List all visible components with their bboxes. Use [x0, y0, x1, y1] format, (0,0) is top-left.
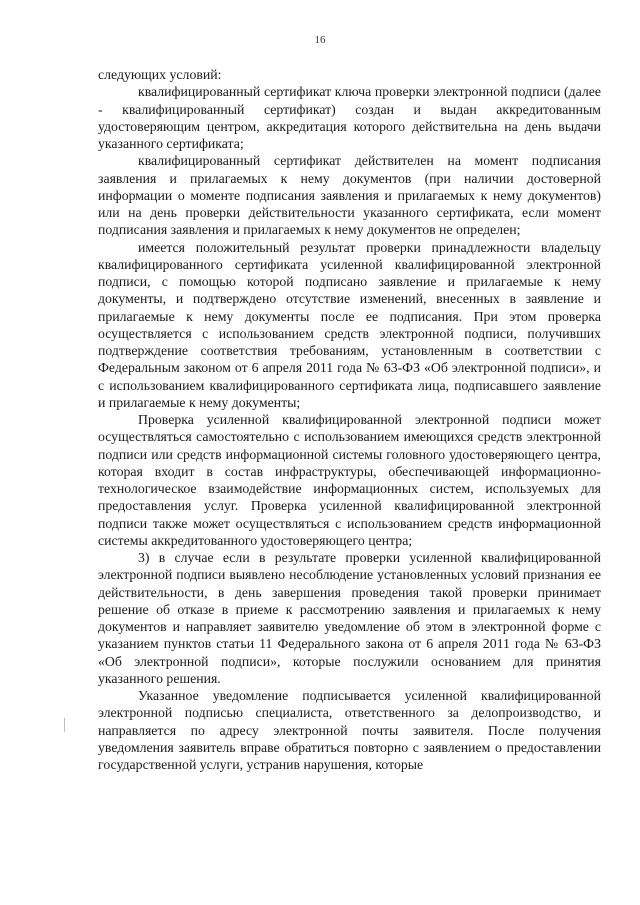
- paragraph: имеется положительный результат проверки принадлежности владельцу квалифицированного сертификата усиленной квалифицированной электронной подписи, с помощью которой подписано заявление и прилагаемые к нему документы, и подтверждено отсутствие изменений, внесенных в заявление и прилагаемые к нему документы после ее подписания. При этом проверка осуществляется с использованием средств электронной подписи, получивших подтверждение соответствия требованиям, установленным в соответствии с Федеральным законом от 6 апреля 2011 года № 63-ФЗ «Об электронной подписи», и с использованием квалифицированного сертификата лица, подписавшего заявление и прилагаемые к нему документы;: [98, 239, 601, 410]
- paragraph: квалифицированный сертификат действителен на момент подписания заявления и прилагаемых к нему документов (при наличии достоверной информации о моменте подписания заявления и прилагаемых к нему документов) или на день проверки действительности указанного сертификата, если момент подписания заявления и прилагаемых к нему документов не определен;: [98, 153, 601, 238]
- document-body: [98, 66, 601, 773]
- paragraph: Проверка усиленной квалифицированной электронной подписи может осуществляться самостоятельно с использованием имеющихся средств электронной подписи или средств информационной системы головного удостоверяющего центра, которая входит в состав инфраструктуры, обеспечивающей информационно-технологическое взаимодействие информационных систем, используемых для предоставления услуг. Проверка усиленной квалифицированной электронной подписи также может осуществляться с использованием средств информационной системы аккредитованного удостоверяющего центра;: [98, 412, 601, 548]
- paragraph: квалифицированный сертификат ключа проверки электронной подписи (далее - квалифицированный сертификат) создан и выдан аккредитованным удостоверяющим центром, аккредитация которого действительна на день выдачи указанного сертификата;: [98, 84, 601, 151]
- scan-edge-mark: [64, 718, 65, 732]
- page-number: 16: [314, 34, 326, 46]
- paragraph: Указанное уведомление подписывается усиленной квалифицированной электронной подписью специалиста, ответственного за делопроизводство, и направляется по адресу электронной почты заявителя. После получения уведомления заявитель вправе обратиться повторно с заявлением о предоставлении государственной услуги, устранив нарушения, которые: [98, 688, 601, 772]
- paragraph: 3) в случае если в результате проверки усиленной квалифицированной электронной подписи выявлено несоблюдение установленных условий признания ее действительности, в день завершения проведения такой проверки принимает решение об отказе в приеме к рассмотрению заявления и прилагаемых к нему документов и направляет заявителю уведомление об этом в электронной форме с указанием пунктов статьи 11 Федерального закона от 6 апреля 2011 года № 63-ФЗ «Об электронной подписи», которые послужили основанием для принятия указанного решения.: [98, 550, 601, 686]
- paragraph: следующих условий:: [98, 67, 222, 82]
